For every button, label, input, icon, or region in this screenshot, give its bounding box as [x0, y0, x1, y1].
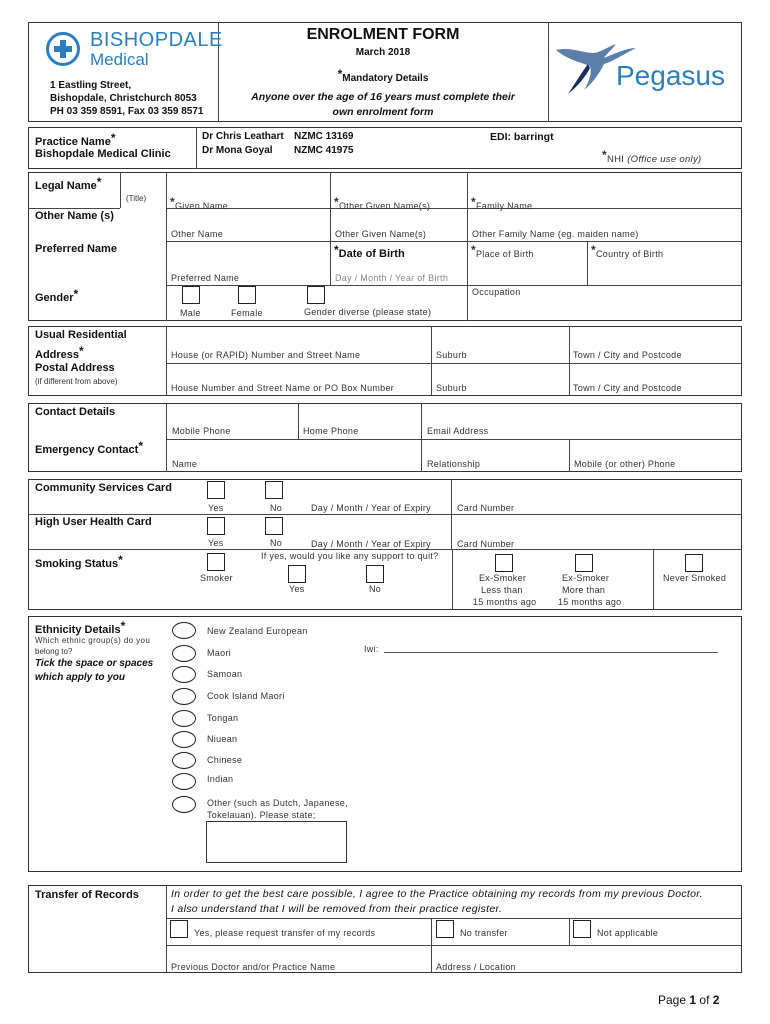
ethnicity-tongan-radio[interactable]: [172, 710, 196, 727]
emergency-mobile-field[interactable]: Mobile (or other) Phone: [574, 459, 676, 469]
ethnicity-option: Maori: [207, 648, 232, 658]
ethnicity-nz-european-radio[interactable]: [172, 622, 196, 639]
ex-smoker-less-line2: Less than: [481, 585, 523, 595]
other-given-names-field[interactable]: *Other Given Name(s): [334, 195, 431, 211]
ex-smoker-more-line1: Ex-Smoker: [562, 573, 610, 583]
female-checkbox[interactable]: [238, 286, 256, 304]
ethnicity-samoan-radio[interactable]: [172, 666, 196, 683]
form-title: ENROLMENT FORM: [306, 26, 460, 43]
home-phone-field[interactable]: Home Phone: [303, 426, 359, 436]
nhi-label: *NHI (Office use only): [602, 148, 702, 165]
transfer-label: Transfer of Records: [35, 889, 139, 901]
never-smoked-label: Never Smoked: [663, 573, 727, 583]
ethnicity-instruction-1: Tick the space or spaces: [35, 658, 154, 669]
town-postcode-field[interactable]: Town / City and Postcode: [573, 350, 682, 360]
support-question: If yes, would you like any support to quit?: [261, 551, 439, 561]
country-of-birth-field[interactable]: *Country of Birth: [591, 243, 664, 259]
ex-smoker-less-line3: 15 months ago: [473, 597, 537, 607]
high-user-label: High User Health Card: [35, 516, 152, 528]
csc-card-number-field[interactable]: Card Number: [457, 503, 515, 513]
age-notice-line2: own enrolment form: [332, 106, 434, 118]
huhc-card-number-field[interactable]: Card Number: [457, 539, 515, 549]
huhc-yes-label: Yes: [208, 538, 224, 548]
address-line3: PH 03 359 8591, Fax 03 359 8571: [50, 106, 204, 117]
huhc-expiry-field[interactable]: Day / Month / Year of Expiry: [311, 539, 431, 549]
ethnicity-instruction-2: which apply to you: [35, 672, 126, 683]
csc-yes-label: Yes: [208, 503, 224, 513]
address-line2: Bishopdale, Christchurch 8053: [50, 93, 197, 104]
transfer-na-checkbox[interactable]: [573, 920, 591, 938]
family-name-field[interactable]: *Family Name: [471, 195, 533, 211]
postal-town-field[interactable]: Town / City and Postcode: [573, 383, 682, 393]
doctor-2: Dr Mona Goyal: [202, 145, 273, 156]
ethnicity-option: Other (such as Dutch, Japanese,: [207, 798, 348, 808]
gender-diverse-checkbox[interactable]: [307, 286, 325, 304]
iwi-input-line[interactable]: [384, 652, 718, 653]
transfer-statement-2: I also understand that I will be removed from their practice register.: [171, 903, 503, 915]
contact-details-label: Contact Details: [35, 406, 116, 418]
gender-diverse-label: Gender diverse (please state): [304, 307, 432, 317]
ethnicity-option: New Zealand European: [207, 626, 308, 636]
ethnicity-option: Indian: [207, 774, 234, 784]
logo-name-line1: BISHOPDALE: [90, 29, 223, 51]
smoker-label: Smoker: [200, 573, 233, 583]
mandatory-note: *Mandatory Details: [337, 67, 429, 84]
ethnicity-option: Samoan: [207, 669, 243, 679]
support-no-label: No: [369, 584, 382, 594]
ethnicity-option: Tokelauan). Please state;: [207, 810, 316, 820]
place-of-birth-field[interactable]: *Place of Birth: [471, 243, 534, 259]
ex-smoker-less-line1: Ex-Smoker: [479, 573, 527, 583]
huhc-no-label: No: [270, 538, 283, 548]
if-different-note: (if different from above): [35, 377, 118, 386]
emergency-name-field[interactable]: Name: [172, 459, 198, 469]
ethnicity-cook-island-radio[interactable]: [172, 688, 196, 705]
postal-street-field[interactable]: House Number and Street Name or PO Box Number: [171, 383, 395, 393]
ethnicity-option: Niuean: [207, 734, 238, 744]
ethnicity-other-textbox[interactable]: [206, 821, 347, 863]
male-checkbox[interactable]: [182, 286, 200, 304]
preferred-name-field[interactable]: Preferred Name: [171, 273, 240, 283]
usual-address-label-2: Address*: [35, 344, 84, 361]
mobile-phone-field[interactable]: Mobile Phone: [172, 426, 231, 436]
legal-name-label: Legal Name*: [35, 175, 102, 192]
transfer-yes-checkbox[interactable]: [170, 920, 188, 938]
page-number: Page 1 of 2: [658, 993, 720, 1007]
relationship-field[interactable]: Relationship: [427, 459, 481, 469]
ethnicity-other-radio[interactable]: [172, 796, 196, 813]
transfer-na-label: Not applicable: [597, 928, 659, 938]
ethnicity-option: Tongan: [207, 713, 239, 723]
occupation-field[interactable]: Occupation: [472, 287, 521, 297]
postal-suburb-field[interactable]: Suburb: [436, 383, 467, 393]
given-name-field[interactable]: *Given Name: [170, 195, 229, 211]
smoking-status-label: Smoking Status*: [35, 553, 123, 570]
support-yes-checkbox[interactable]: [288, 565, 306, 583]
ethnicity-option: Cook Island Maori: [207, 691, 285, 701]
bishopdale-logo-icon: [46, 32, 80, 66]
form-date: March 2018: [355, 47, 411, 58]
csc-yes-checkbox[interactable]: [207, 481, 225, 499]
transfer-statement-1: In order to get the best care possible, I agree to the Practice obtaining my records from my previous Doctor.: [171, 888, 703, 900]
practice-name-value: Bishopdale Medical Clinic: [35, 148, 171, 160]
ethnicity-indian-radio[interactable]: [172, 773, 196, 790]
postal-address-label: Postal Address: [35, 362, 115, 374]
gender-label: Gender*: [35, 287, 79, 304]
usual-address-label-1: Usual Residential: [35, 329, 127, 341]
csc-no-label: No: [270, 503, 283, 513]
age-notice-line1: Anyone over the age of 16 years must complete their: [251, 91, 515, 103]
ethnicity-question-1: Which ethnic group(s) do you: [35, 636, 151, 645]
nzmc-2: NZMC 41975: [294, 145, 354, 156]
ethnicity-label: Ethnicity Details*: [35, 619, 126, 636]
other-given-names2-field[interactable]: Other Given Name(s): [335, 229, 427, 239]
pegasus-name: Pegasus: [616, 60, 725, 91]
email-address-field[interactable]: Email Address: [427, 426, 489, 436]
female-label: Female: [231, 308, 263, 318]
ex-smoker-less-checkbox[interactable]: [495, 554, 513, 572]
house-street-field[interactable]: House (or RAPID) Number and Street Name: [171, 350, 361, 360]
ethnicity-chinese-radio[interactable]: [172, 752, 196, 769]
community-services-label: Community Services Card: [35, 482, 172, 494]
address-line1: 1 Eastling Street,: [50, 80, 132, 91]
ethnicity-maori-radio[interactable]: [172, 645, 196, 662]
ethnicity-niuean-radio[interactable]: [172, 731, 196, 748]
logo-name-line2: Medical: [90, 50, 149, 69]
emergency-contact-label: Emergency Contact*: [35, 439, 143, 456]
ethnicity-box: [28, 616, 742, 872]
transfer-no-checkbox[interactable]: [436, 920, 454, 938]
previous-doctor-field[interactable]: Previous Doctor and/or Practice Name: [171, 962, 336, 972]
ex-smoker-more-line3: 15 months ago: [558, 597, 622, 607]
nzmc-1: NZMC 13169: [294, 131, 354, 142]
csc-no-checkbox[interactable]: [265, 481, 283, 499]
dob-field[interactable]: Day / Month / Year of Birth: [335, 273, 449, 283]
other-name-field[interactable]: Other Name: [171, 229, 224, 239]
ex-smoker-more-line2: More than: [562, 585, 606, 595]
practice-name-label: Practice Name*: [35, 131, 116, 148]
csc-expiry-field[interactable]: Day / Month / Year of Expiry: [311, 503, 431, 513]
smoker-checkbox[interactable]: [207, 553, 225, 571]
male-label: Male: [180, 308, 201, 318]
huhc-no-checkbox[interactable]: [265, 517, 283, 535]
transfer-yes-label: Yes, please request transfer of my records: [194, 928, 376, 938]
iwi-label: Iwi:: [364, 644, 379, 654]
preferred-name-label: Preferred Name: [35, 243, 117, 255]
title-field[interactable]: (Title): [126, 194, 147, 203]
support-yes-label: Yes: [289, 584, 305, 594]
doctor-1: Dr Chris Leathart: [202, 131, 284, 142]
huhc-yes-checkbox[interactable]: [207, 517, 225, 535]
ethnicity-option: Chinese: [207, 755, 243, 765]
transfer-no-label: No transfer: [460, 928, 508, 938]
ex-smoker-more-checkbox[interactable]: [575, 554, 593, 572]
date-of-birth-label: *Date of Birth: [334, 243, 405, 260]
previous-address-field[interactable]: Address / Location: [436, 962, 516, 972]
ethnicity-question-2: belong to?: [35, 647, 73, 656]
other-family-name-field[interactable]: Other Family Name (eg. maiden name): [472, 229, 639, 239]
edi-code: EDI: barringt: [490, 131, 554, 143]
suburb-field[interactable]: Suburb: [436, 350, 467, 360]
support-no-checkbox[interactable]: [366, 565, 384, 583]
never-smoked-checkbox[interactable]: [685, 554, 703, 572]
other-names-label: Other Name (s): [35, 210, 114, 222]
